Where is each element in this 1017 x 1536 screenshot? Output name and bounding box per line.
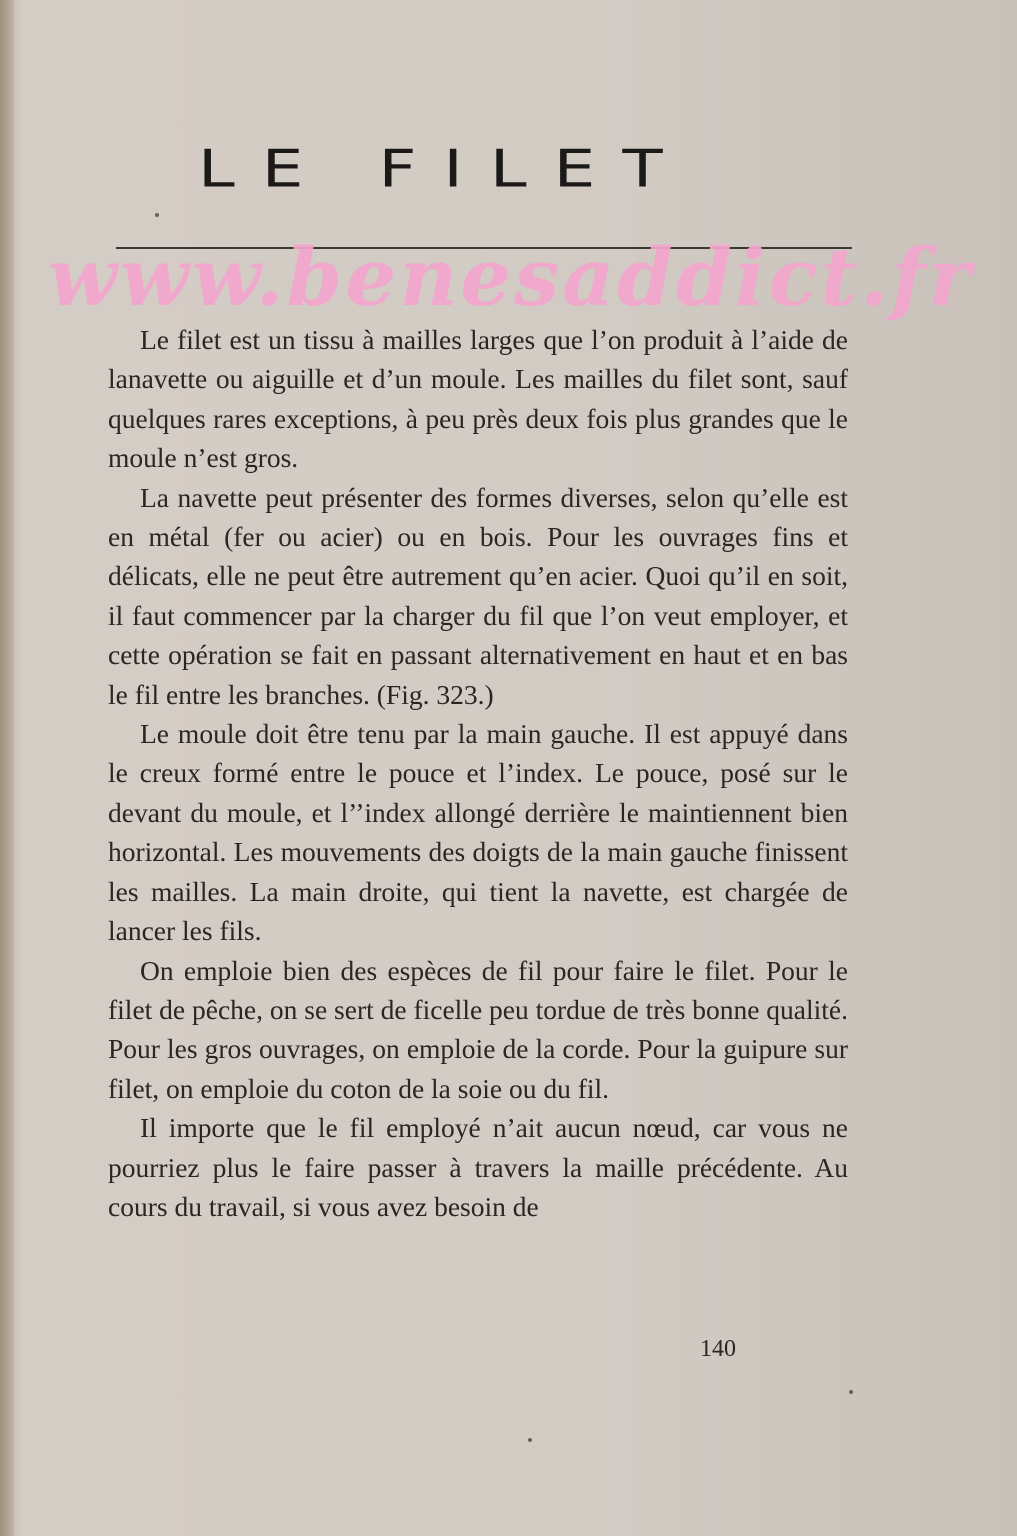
paragraph: On emploie bien des espèces de fil pour faire le filet. Pour le filet de pêche, on se sert de ficelle peu tordue de très bonne qualité. Pour les gros ouvrages, on emploie de la corde. Pour la guipure sur filet, on emploie du coton de la soie ou du fil. — [108, 954, 848, 1104]
page-number: 140 — [700, 1336, 736, 1362]
paragraph: Il importe que le fil employé n’ait aucun nœud, car vous ne pourriez plus le faire passer à travers la maille précédente. Au cours du travail, si vous avez besoin de — [108, 1112, 848, 1222]
body-text — [108, 320, 848, 1226]
paragraph: Le moule doit être tenu par la main gauche. Il est appuyé dans le creux formé entre le pouce et l’index. Le pouce, posé sur le devant du moule, et l’’index allongé derrière le maintiennent bien horizontal. Les mouvements des doigts de la main gauche finissent les mailles. La main droite, qui tient la navette, est chargée de lancer les fils. — [108, 718, 848, 947]
paragraph: Le filet est un tissu à mailles larges que l’on produit à l’aide de lanavette ou aiguille et d’un moule. Les mailles du filet sont, sauf quelques rares exceptions, à peu près deux fois plus grandes que le moule n’est gros. — [108, 324, 848, 474]
print-speck — [849, 1390, 853, 1394]
print-speck — [155, 213, 159, 217]
print-speck — [528, 1438, 532, 1442]
watermark: www.benesaddict.fr — [48, 230, 974, 324]
page-title: LE FILET — [198, 138, 690, 199]
page-edge — [0, 0, 14, 1536]
paragraph: La navette peut présenter des formes diverses, selon qu’elle est en métal (fer ou acier) ou en bois. Pour les ouvrages fins et délicats, elle ne peut être autrement qu’en acier. Quoi qu’il en soit, il faut commencer par la charger du fil que l’on veut employer, et cette opération se fait en passant alternativement en haut et en bas le fil entre les branches. (Fig. 323.) — [108, 481, 848, 710]
